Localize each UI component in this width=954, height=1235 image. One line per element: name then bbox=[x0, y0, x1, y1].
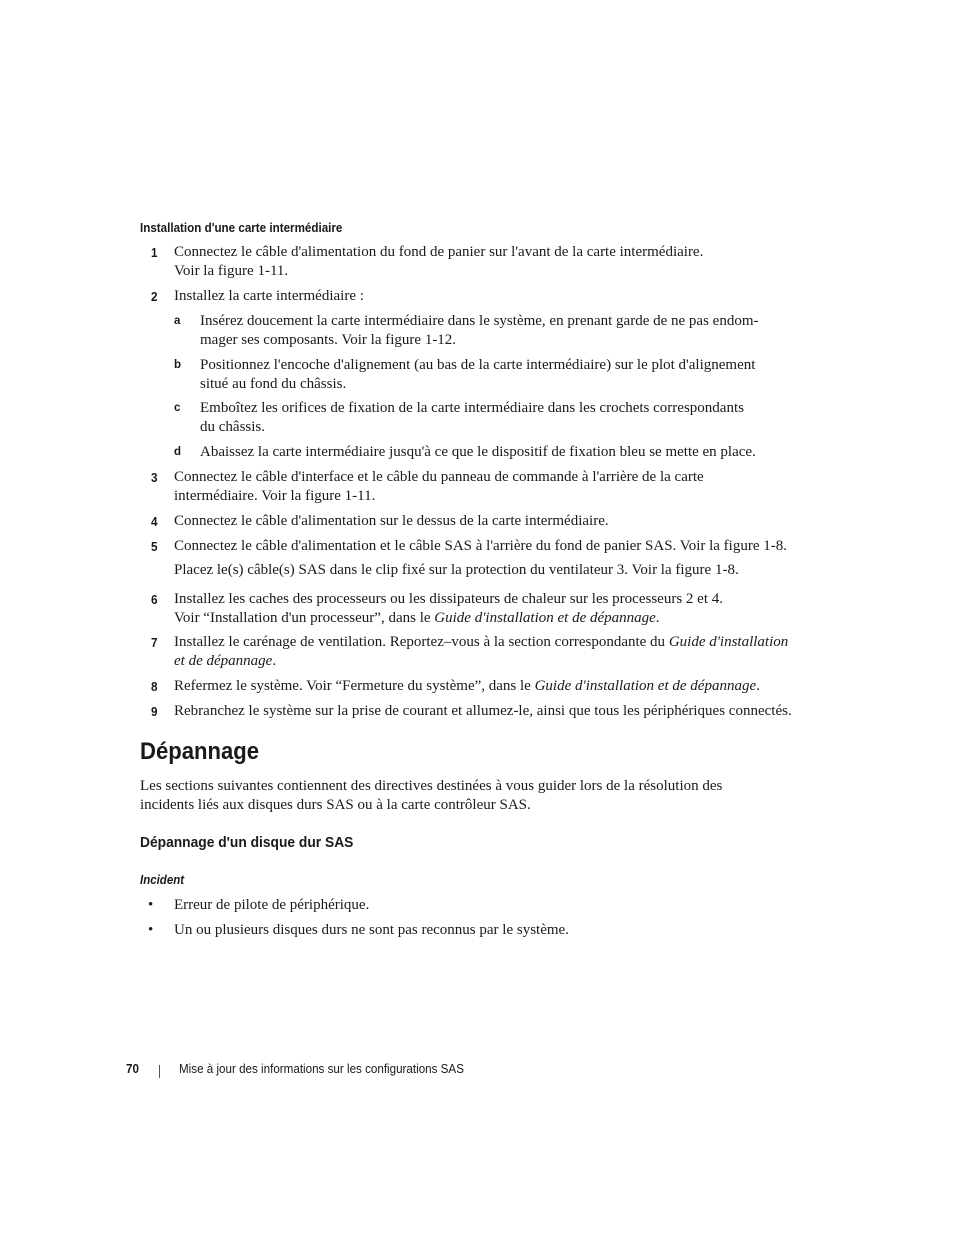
footer-title: Mise à jour des informations sur les configurations SAS bbox=[179, 1062, 464, 1076]
substep-text: Abaissez la carte intermédiaire jusqu'à ce que le dispositif de fixation bleu se mette en place. bbox=[200, 444, 756, 460]
subsection-title: Dépannage d'un disque dur SAS bbox=[140, 834, 354, 851]
step-number: 4 bbox=[151, 514, 158, 529]
step-number: 6 bbox=[151, 592, 158, 607]
step-text: Connectez le câble d'alimentation du fond de panier sur l'avant de la carte intermédiaire. Voir la figure 1-11. bbox=[174, 244, 704, 279]
section-intro: Les sections suivantes contiennent des directives destinées à vous guider lors de la résolution des incidents liés aux disques durs SAS ou à la carte contrôleur SAS. bbox=[140, 778, 723, 813]
step-text: Connectez le câble d'alimentation et le câble SAS à l'arrière du fond de panier SAS. Voir la figure 1-8. bbox=[174, 538, 787, 554]
step-text: Installez le carénage de ventilation. Reportez–vous à la section correspondante du Guide d'installation et de dépannage. bbox=[174, 634, 789, 669]
bullet-icon: • bbox=[148, 922, 154, 938]
step-number: 8 bbox=[151, 679, 158, 694]
substep-letter: d bbox=[174, 446, 182, 458]
step-note: Placez le(s) câble(s) SAS dans le clip fixé sur la protection du ventilateur 3. Voir la figure 1-8. bbox=[174, 562, 739, 578]
list-item: Un ou plusieurs disques durs ne sont pas reconnus par le système. bbox=[174, 922, 569, 938]
footer-divider bbox=[159, 1065, 160, 1078]
page-number: 70 bbox=[126, 1062, 139, 1076]
step-number: 1 bbox=[151, 245, 158, 260]
step-number: 3 bbox=[151, 470, 158, 485]
substep-text: Positionnez l'encoche d'alignement (au bas de la carte intermédiaire) sur le plot d'alignement situé au fond du châssis. bbox=[200, 357, 756, 392]
step-text: Refermez le système. Voir “Fermeture du système”, dans le Guide d'installation et de dépannage. bbox=[174, 678, 760, 694]
substep-letter: c bbox=[174, 402, 181, 414]
incident-label: Incident bbox=[140, 873, 185, 887]
section-title: Dépannage bbox=[140, 738, 260, 765]
substep-text: Emboîtez les orifices de fixation de la carte intermédiaire dans les crochets correspondants du châssis. bbox=[200, 400, 744, 435]
step-text: Rebranchez le système sur la prise de courant et allumez-le, ainsi que tous les périphériques connectés. bbox=[174, 703, 792, 719]
list-item: Erreur de pilote de périphérique. bbox=[174, 897, 370, 913]
step-number: 5 bbox=[151, 539, 158, 554]
step-number: 2 bbox=[151, 289, 158, 304]
substep-letter: b bbox=[174, 359, 182, 371]
substep-letter: a bbox=[174, 315, 181, 327]
step-text: Installez la carte intermédiaire : bbox=[174, 288, 364, 304]
step-text: Connectez le câble d'interface et le câble du panneau de commande à l'arrière de la carte intermédiaire. Voir la figure 1-11. bbox=[174, 469, 704, 504]
step-number: 7 bbox=[151, 635, 158, 650]
step-text: Installez les caches des processeurs ou les dissipateurs de chaleur sur les processeurs 2 et 4. Voir “Installation d'un processeur”, dans le Guide d'installation et de dépannage. bbox=[174, 591, 723, 626]
step-text: Connectez le câble d'alimentation sur le dessus de la carte intermédiaire. bbox=[174, 513, 609, 529]
step-number: 9 bbox=[151, 704, 158, 719]
procedure-title: Installation d'une carte intermédiaire bbox=[140, 221, 343, 235]
bullet-icon: • bbox=[148, 897, 154, 913]
substep-text: Insérez doucement la carte intermédiaire dans le système, en prenant garde de ne pas endom- mager ses composants. Voir la figure 1-12. bbox=[200, 313, 759, 348]
